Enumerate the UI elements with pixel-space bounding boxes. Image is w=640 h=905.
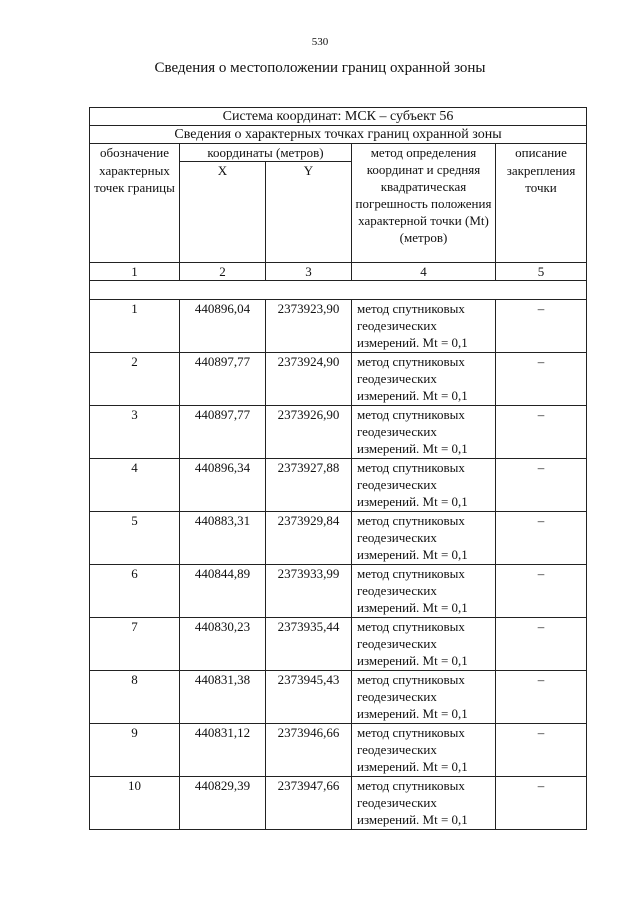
method-cell: метод спутниковых геодезических измерений. Mt = 0,1 [352, 352, 496, 405]
page-number: 530 [311, 36, 329, 48]
y-cell: 2373935,44 [266, 617, 352, 670]
subtitle-row [90, 126, 587, 144]
point-cell: 3 [90, 405, 180, 458]
coordinates-table [89, 107, 587, 830]
spacer-cell [90, 280, 587, 299]
y-cell: 2373945,43 [266, 670, 352, 723]
y-cell: 2373929,84 [266, 511, 352, 564]
header-description-rest: закрепления точки [496, 162, 587, 263]
table-row [90, 299, 587, 352]
y-cell: 2373926,90 [266, 405, 352, 458]
table-subtitle: Сведения о характерных точках границ охранной зоны [90, 126, 587, 144]
description-cell: – [496, 564, 587, 617]
table-row [90, 352, 587, 405]
table-body [90, 299, 587, 829]
y-cell: 2373933,99 [266, 564, 352, 617]
method-cell: метод спутниковых геодезических измерений. Mt = 0,1 [352, 723, 496, 776]
column-number: 5 [496, 262, 587, 280]
table-row [90, 617, 587, 670]
header-x: X [180, 162, 266, 263]
x-cell: 440896,34 [180, 458, 266, 511]
description-cell: – [496, 405, 587, 458]
description-cell: – [496, 670, 587, 723]
x-cell: 440844,89 [180, 564, 266, 617]
table-row [90, 670, 587, 723]
x-cell: 440897,77 [180, 352, 266, 405]
point-cell: 8 [90, 670, 180, 723]
table-row [90, 458, 587, 511]
y-cell: 2373924,90 [266, 352, 352, 405]
description-cell: – [496, 458, 587, 511]
y-cell: 2373923,90 [266, 299, 352, 352]
x-cell: 440829,39 [180, 776, 266, 829]
method-cell: метод спутниковых геодезических измерений. Mt = 0,1 [352, 511, 496, 564]
header-coordinates: координаты (метров) [180, 144, 352, 162]
column-number: 1 [90, 262, 180, 280]
header-point-rest: характерных точек границы [90, 162, 180, 263]
x-cell: 440883,31 [180, 511, 266, 564]
y-cell: 2373947,66 [266, 776, 352, 829]
column-number: 4 [352, 262, 496, 280]
y-cell: 2373927,88 [266, 458, 352, 511]
method-cell: метод спутниковых геодезических измерений. Mt = 0,1 [352, 564, 496, 617]
coord-system-label: Система координат: МСК – субъект 56 [90, 108, 587, 126]
x-cell: 440896,04 [180, 299, 266, 352]
header-description-line1: описание [496, 144, 587, 162]
point-cell: 5 [90, 511, 180, 564]
point-cell: 9 [90, 723, 180, 776]
point-cell: 7 [90, 617, 180, 670]
point-cell: 6 [90, 564, 180, 617]
table-row [90, 723, 587, 776]
table-row [90, 776, 587, 829]
method-cell: метод спутниковых геодезических измерений. Mt = 0,1 [352, 617, 496, 670]
header-y: Y [266, 162, 352, 263]
x-cell: 440830,23 [180, 617, 266, 670]
column-numbers-row [90, 262, 587, 280]
description-cell: – [496, 617, 587, 670]
description-cell: – [496, 511, 587, 564]
header-point-line1: обозначение [90, 144, 180, 162]
point-cell: 2 [90, 352, 180, 405]
table-row [90, 511, 587, 564]
description-cell: – [496, 723, 587, 776]
method-cell: метод спутниковых геодезических измерений. Mt = 0,1 [352, 405, 496, 458]
description-cell: – [496, 299, 587, 352]
document-title: Сведения о местоположении границ охранной зоны [154, 60, 486, 76]
column-number: 3 [266, 262, 352, 280]
x-cell: 440831,38 [180, 670, 266, 723]
y-cell: 2373946,66 [266, 723, 352, 776]
column-number: 2 [180, 262, 266, 280]
method-cell: метод спутниковых геодезических измерений. Mt = 0,1 [352, 670, 496, 723]
description-cell: – [496, 776, 587, 829]
x-cell: 440831,12 [180, 723, 266, 776]
method-cell: метод спутниковых геодезических измерений. Mt = 0,1 [352, 299, 496, 352]
header-method: метод определения координат и средняя квадратическая погрешность положения характерной точки (Mt) (метров) [352, 144, 496, 263]
table-row [90, 405, 587, 458]
description-cell: – [496, 352, 587, 405]
coord-system-row [90, 108, 587, 126]
header-row-bottom [90, 162, 587, 263]
point-cell: 10 [90, 776, 180, 829]
method-cell: метод спутниковых геодезических измерений. Mt = 0,1 [352, 458, 496, 511]
header-row-top [90, 144, 587, 162]
spacer-row [90, 280, 587, 299]
point-cell: 1 [90, 299, 180, 352]
method-cell: метод спутниковых геодезических измерений. Mt = 0,1 [352, 776, 496, 829]
x-cell: 440897,77 [180, 405, 266, 458]
point-cell: 4 [90, 458, 180, 511]
table-row [90, 564, 587, 617]
